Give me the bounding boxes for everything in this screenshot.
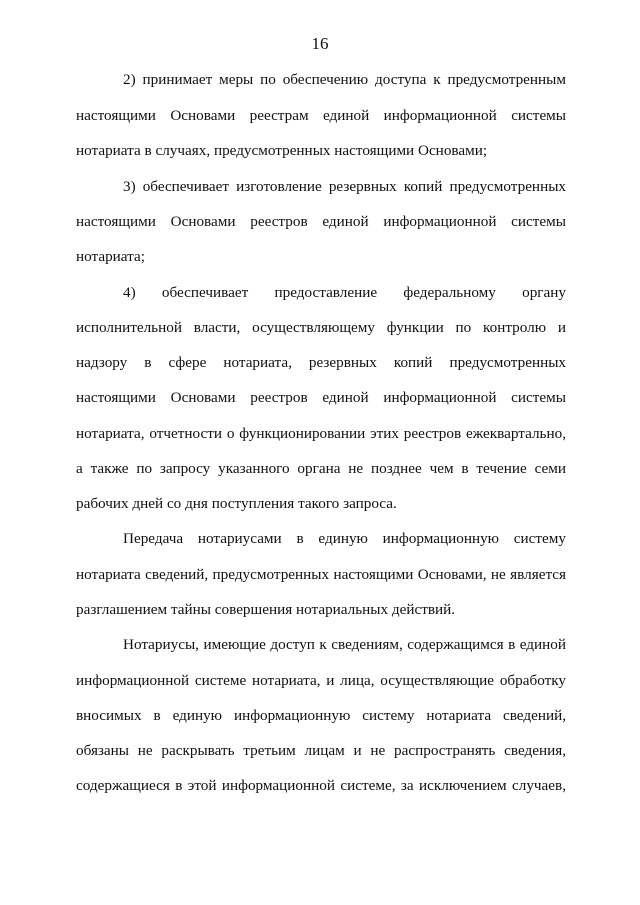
text-line: рабочих дней со дня поступления такого запроса. [76, 495, 397, 512]
text-line: а также по запросу указанного органа не позднее чем в течение семи [76, 460, 566, 477]
text-line: настоящими Основами реестров единой информационной системы [76, 213, 566, 230]
text-line: 2) принимает меры по обеспечению доступа к предусмотренным [123, 71, 566, 88]
text-line: информационной системе нотариата, и лица, осуществляющие обработку [76, 672, 566, 689]
page-number: 16 [311, 34, 329, 53]
text-line: Нотариусы, имеющие доступ к сведениям, содержащимся в единой [123, 636, 566, 653]
text-line: вносимых в единую информационную систему нотариата сведений, [76, 707, 566, 724]
text-line: обязаны не раскрывать третьим лицам и не распространять сведения, [76, 742, 566, 759]
text-line: 4) обеспечивает предоставление федеральному органу [123, 284, 566, 301]
text-line: содержащиеся в этой информационной системе, за исключением случаев, [76, 777, 566, 794]
text-line: настоящими Основами реестров единой информационной системы [76, 389, 566, 406]
text-line: настоящими Основами реестрам единой информационной системы [76, 107, 566, 124]
text-line: надзору в сфере нотариата, резервных копий предусмотренных [76, 354, 566, 371]
text-line: нотариата в случаях, предусмотренных настоящими Основами; [76, 142, 488, 159]
text-line: разглашением тайны совершения нотариальных действий. [76, 601, 456, 618]
text-line: нотариата, отчетности о функционировании этих реестров ежеквартально, [76, 425, 566, 442]
text-line: нотариата сведений, предусмотренных настоящими Основами, не является [76, 566, 566, 583]
text-line: исполнительной власти, осуществляющему функции по контролю и [76, 319, 566, 336]
text-line: Передача нотариусами в единую информационную систему [123, 530, 566, 547]
text-line: 3) обеспечивает изготовление резервных копий предусмотренных [123, 178, 566, 195]
text-line: нотариата; [76, 248, 145, 265]
